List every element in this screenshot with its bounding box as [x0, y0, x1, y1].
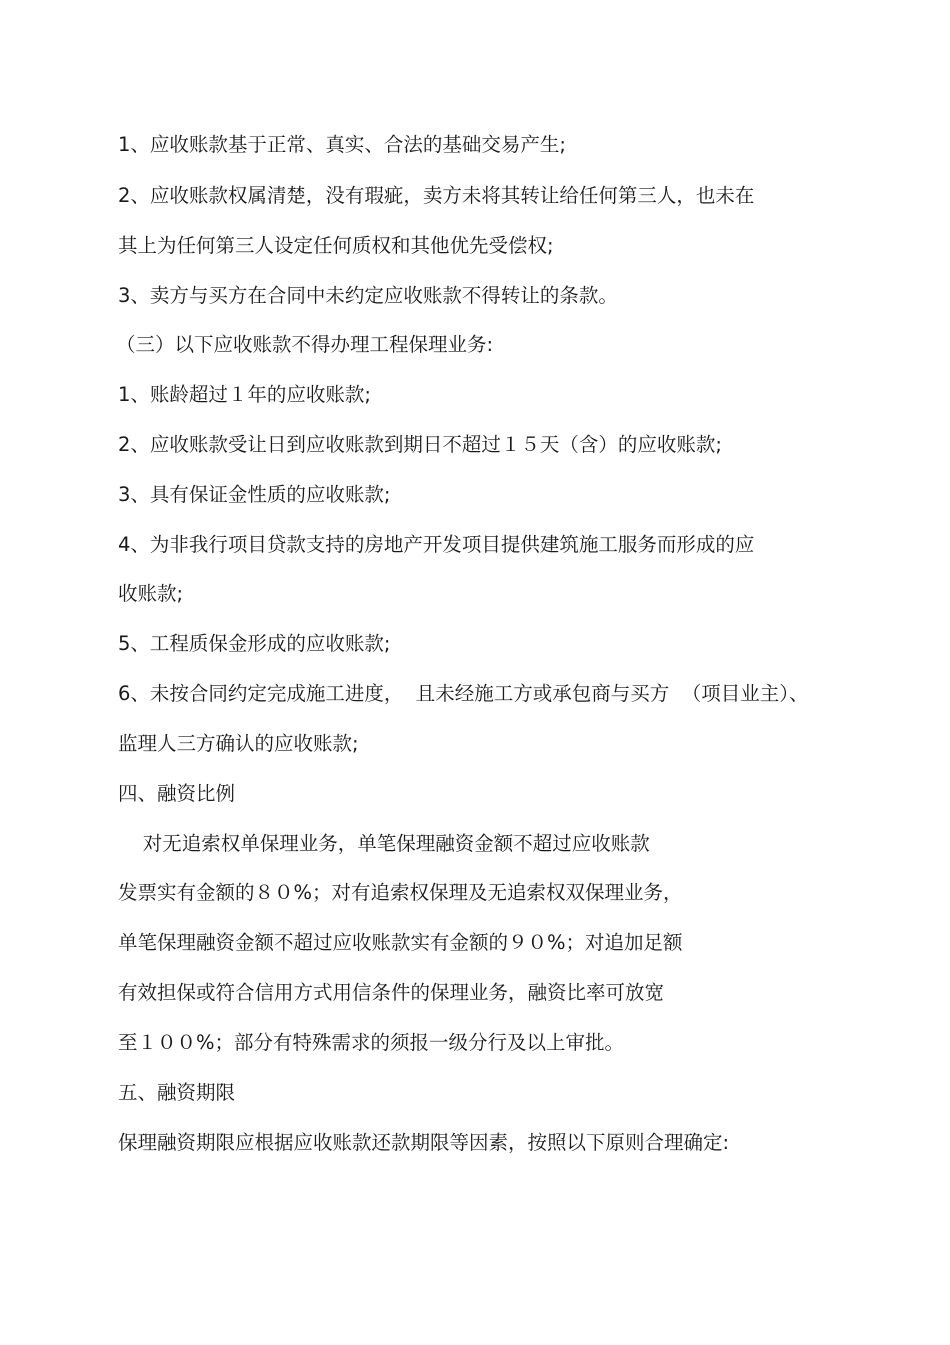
text-line: 监理人三方确认的应收账款;: [118, 732, 359, 755]
text-line: 5、工程质保金形成的应收账款;: [118, 632, 391, 655]
text-line: 其上为任何第三人设定任何质权和其他优先受偿权;: [118, 234, 554, 257]
text-line: 收账款;: [118, 582, 184, 605]
text-line: 6、未按合同约定完成施工进度， 且未经施工方或承包商与买方 （项目业主）、: [118, 682, 809, 705]
text-line: 3、具有保证金性质的应收账款;: [118, 483, 391, 506]
text-line: 2、应收账款权属清楚，没有瑕疵，卖方未将其转让给任何第三人，也未在: [118, 184, 755, 207]
text-line: 1、账龄超过１年的应收账款;: [118, 383, 371, 406]
text-line: 发票实有金额的８０%；对有追索权保理及无追索权双保理业务，: [118, 881, 683, 904]
text-line: 有效担保或符合信用方式用信条件的保理业务，融资比率可放宽: [118, 981, 665, 1004]
text-line: 至１００%；部分有特殊需求的须报一级分行及以上审批。: [118, 1031, 625, 1054]
text-line: 对无追索权单保理业务，单笔保理融资金额不超过应收账款: [118, 832, 650, 855]
section-heading: 五、融资期限: [118, 1081, 236, 1104]
text-line: 3、卖方与买方在合同中未约定应收账款不得转让的条款。: [118, 284, 618, 307]
text-line: 单笔保理融资金额不超过应收账款实有金额的９０%；对追加足额: [118, 931, 683, 954]
text-line: 4、为非我行项目贷款支持的房地产开发项目提供建筑施工服务而形成的应: [118, 533, 755, 556]
section-heading: （三）以下应收账款不得办理工程保理业务:: [116, 333, 494, 356]
text-line: 1、应收账款基于正常、真实、合法的基础交易产生;: [118, 133, 566, 156]
text-line: 保理融资期限应根据应收账款还款期限等因素，按照以下原则合理确定:: [118, 1131, 730, 1154]
section-heading: 四、融资比例: [118, 782, 236, 805]
text-line: 2、应收账款受让日到应收账款到期日不超过１５天（含）的应收账款;: [118, 433, 722, 456]
